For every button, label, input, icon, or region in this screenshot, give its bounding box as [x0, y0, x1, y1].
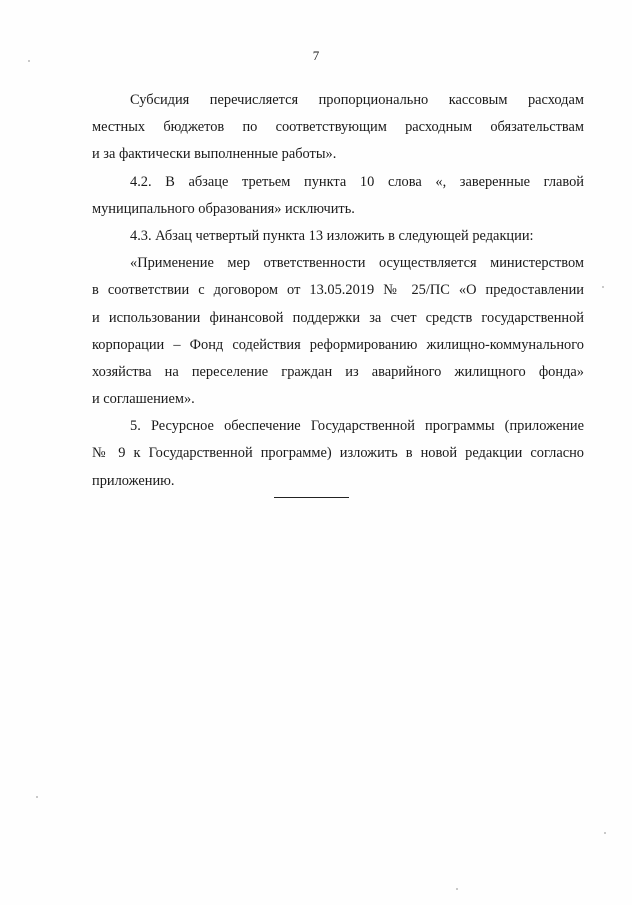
paragraph-subsidy [92, 87, 584, 169]
text-line: в соответствии с договором от 13.05.2019 № 25/ПС «О предоставлении [92, 282, 584, 299]
text-line: муниципального образования» исключить. [92, 200, 355, 217]
text-line: 4.3. Абзац четвертый пункта 13 изложить в следующей редакции: [130, 227, 534, 244]
text-line: и соглашением». [92, 391, 195, 408]
end-separator-line [274, 497, 349, 498]
paragraph-item-4-3 [92, 223, 584, 250]
scan-speck [456, 888, 458, 890]
paragraph-item-4-2 [92, 169, 584, 223]
text-line: и за фактически выполненные работы». [92, 146, 337, 163]
text-line: хозяйства на переселение граждан из аварийного жилищного фонда» [92, 363, 584, 380]
text-line: и использовании финансовой поддержки за счет средств государственной [92, 309, 584, 326]
text-line: Субсидия перечисляется пропорционально кассовым расходам [130, 92, 584, 108]
page-number: 7 [312, 48, 320, 63]
paragraph-item-5 [92, 413, 584, 495]
text-line: корпорации – Фонд содействия реформированию жилищно-коммунального [92, 336, 584, 353]
scan-speck [28, 60, 30, 62]
text-line: № 9 к Государственной программе) изложить в новой редакции согласно [92, 445, 584, 462]
scan-speck [36, 796, 38, 798]
text-line: «Применение мер ответственности осуществляется министерством [130, 255, 584, 272]
scan-speck [602, 286, 604, 288]
text-line: 5. Ресурсное обеспечение Государственной программы (приложение [130, 418, 584, 435]
text-line: приложению. [92, 472, 175, 489]
text-line: 4.2. В абзаце третьем пункта 10 слова «, заверенные главой [130, 173, 584, 190]
paragraph-quote [92, 250, 584, 413]
scan-speck [604, 832, 606, 834]
text-line: местных бюджетов по соответствующим расходным обязательствам [92, 119, 584, 136]
document-body [92, 87, 584, 495]
